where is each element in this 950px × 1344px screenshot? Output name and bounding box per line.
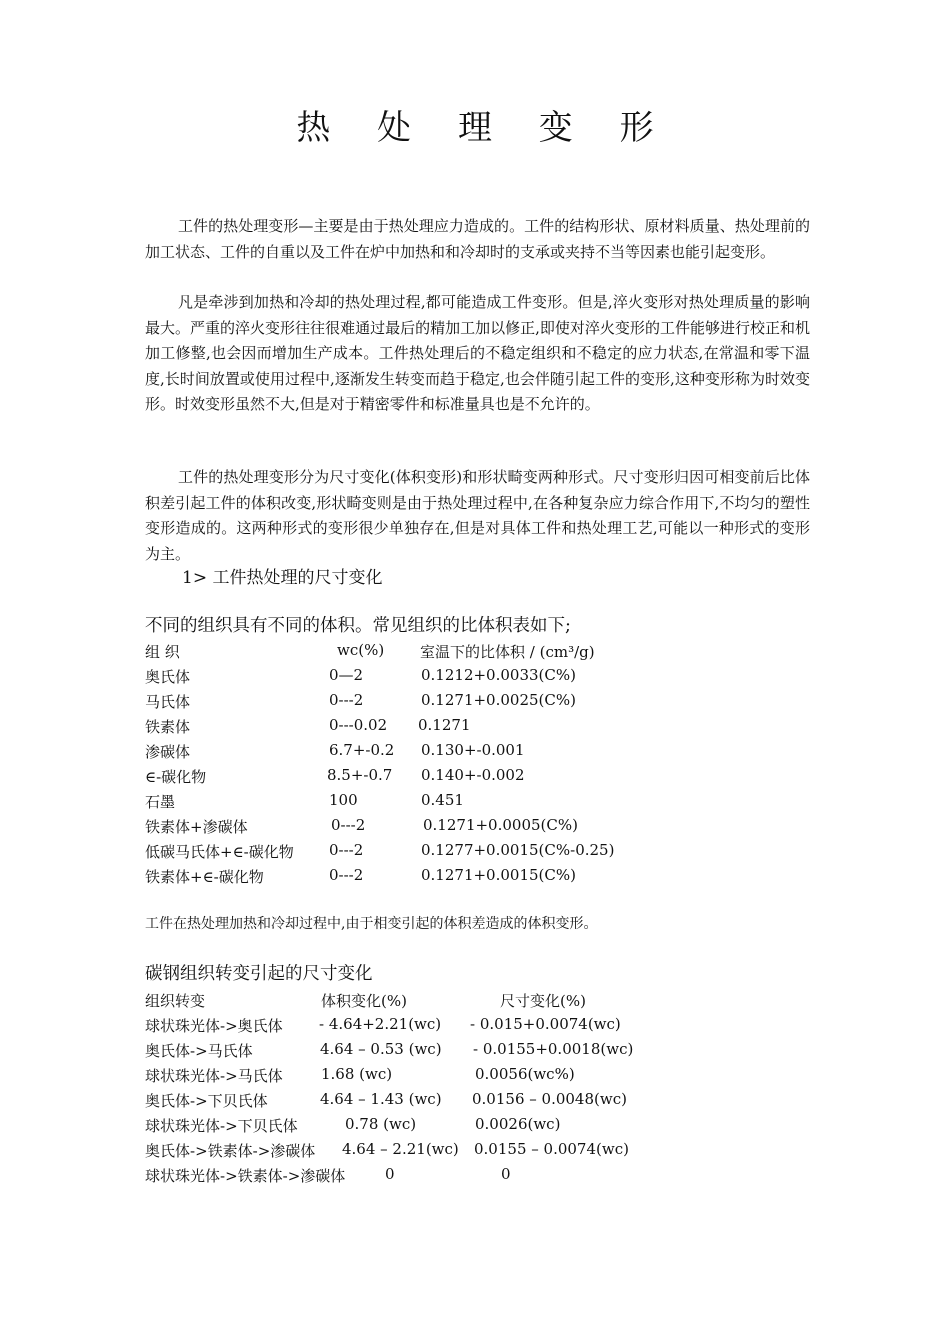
table2-cell: 0.0056(wc%) bbox=[475, 1065, 575, 1083]
table2-cell: 0.78 (wc) bbox=[345, 1115, 417, 1133]
table1-cell: 石墨 bbox=[145, 793, 176, 811]
table1-cell: 马氏体 bbox=[145, 693, 191, 711]
table2-cell: 0 bbox=[385, 1165, 395, 1183]
table-row bbox=[145, 791, 845, 816]
table-row bbox=[145, 691, 845, 716]
table1-cell: 铁素体+∈-碳化物 bbox=[145, 868, 264, 886]
table1-cell: 低碳马氏体+∈-碳化物 bbox=[145, 843, 294, 861]
table2-cell: - 4.64+2.21(wc) bbox=[319, 1015, 442, 1033]
table1-header-col2: wc(%) bbox=[337, 641, 385, 659]
table-row bbox=[145, 666, 845, 691]
table1-cell: 6.7+-0.2 bbox=[329, 741, 395, 759]
paragraph-3: 工件的热处理变形分为尺寸变化(体积变形)和形状畸变两种形式。尺寸变形归因可相变前后比体积差引起工件的体积改变,形状畸变则是由于热处理过程中,在各种复杂应力综合作用下,不均匀的塑性变形造成的。这两种形式的变形很少单独存在,但是对具体工件和热处理工艺,可能以一种形式的变形为主。 bbox=[145, 468, 810, 563]
table2-cell: 奥氏体->铁素体->渗碳体 bbox=[145, 1142, 316, 1160]
table1-cell: 铁素体 bbox=[145, 718, 191, 736]
table1-header-col1: 组 织 bbox=[145, 643, 180, 661]
table-row bbox=[145, 716, 845, 741]
table1-cell: 0.130+-0.001 bbox=[421, 741, 525, 759]
table1-cell: ∈-碳化物 bbox=[145, 768, 207, 786]
table2-cell: 球状珠光体->下贝氏体 bbox=[145, 1117, 298, 1135]
table-row bbox=[145, 741, 845, 766]
table-row bbox=[145, 1090, 845, 1115]
table-row bbox=[145, 1015, 845, 1040]
paragraph-2: 凡是牵涉到加热和冷却的热处理过程,都可能造成工件变形。但是,淬火变形对热处理质量的影响最大。严重的淬火变形往往很难通过最后的精加工加以修正,即使对淬火变形的工件能够进行校正和机加工修整,也会因而增加生产成本。工件热处理后的不稳定组织和不稳定的应力状态,在常温和零下温度,长时间放置或使用过程中,逐渐发生转变而趋于稳定,也会伴随引起工件的变形,这种变形称为时效变形。时效变形虽然不大,但是对于精密零件和标准量具也是不允许的。 bbox=[145, 293, 810, 414]
table1-title: 不同的组织具有不同的体积。常见组织的比体积表如下; bbox=[145, 616, 571, 636]
table2-cell: 0 bbox=[501, 1165, 511, 1183]
table2-cell: 0.0155 – 0.0074(wc) bbox=[474, 1140, 629, 1158]
table1-header-col3: 室温下的比体积 / (cm³/g) bbox=[420, 643, 595, 661]
table1-cell: 0---2 bbox=[329, 691, 364, 709]
table2-cell: - 0.0155+0.0018(wc) bbox=[473, 1040, 634, 1058]
table-row bbox=[145, 841, 845, 866]
table1-cell: 0---2 bbox=[331, 816, 366, 834]
table2-cell: 4.64 – 2.21(wc) bbox=[342, 1140, 459, 1158]
table1-cell: 100 bbox=[329, 791, 358, 809]
page-title: 热 处 理 变 形 bbox=[296, 108, 672, 148]
table2-cell: 球状珠光体->马氏体 bbox=[145, 1067, 283, 1085]
table1-cell: 0.1271+0.0005(C%) bbox=[423, 816, 578, 834]
table2-title: 碳钢组织转变引起的尺寸变化 bbox=[145, 964, 373, 984]
table1-cell: 8.5+-0.7 bbox=[327, 766, 393, 784]
table-row bbox=[145, 816, 845, 841]
table1-cell: 0—2 bbox=[329, 666, 364, 684]
table1-cell: 0.140+-0.002 bbox=[421, 766, 525, 784]
note-text: 工件在热处理加热和冷却过程中,由于相变引起的体积差造成的体积变形。 bbox=[145, 916, 598, 932]
table-row bbox=[145, 1140, 845, 1165]
table1-cell: 0.1271+0.0015(C%) bbox=[421, 866, 576, 884]
table-row bbox=[145, 766, 845, 791]
table-row bbox=[145, 1040, 845, 1065]
table1-cell: 0---0.02 bbox=[329, 716, 388, 734]
paragraph-1: 工件的热处理变形—主要是由于热处理应力造成的。工件的结构形状、原材料质量、热处理前的加工状态、工件的自重以及工件在炉中加热和和冷却时的支承或夹持不当等因素也能引起变形。 bbox=[145, 217, 810, 261]
table2-cell: - 0.015+0.0074(wc) bbox=[470, 1015, 621, 1033]
table-row bbox=[145, 1165, 845, 1190]
table1-cell: 0.1271+0.0025(C%) bbox=[421, 691, 576, 709]
table2-cell: 0.0026(wc) bbox=[475, 1115, 561, 1133]
table1-cell: 奥氏体 bbox=[145, 668, 191, 686]
table2-cell: 奥氏体->下贝氏体 bbox=[145, 1092, 268, 1110]
table2-header-col2: 体积变化(%) bbox=[321, 992, 407, 1010]
table1-cell: 0---2 bbox=[329, 866, 364, 884]
table-row bbox=[145, 866, 845, 891]
table1-cell: 0.451 bbox=[421, 791, 464, 809]
table1-cell: 渗碳体 bbox=[145, 743, 191, 761]
table2-cell: 球状珠光体->铁素体->渗碳体 bbox=[145, 1167, 346, 1185]
table2-cell: 0.0156 – 0.0048(wc) bbox=[472, 1090, 627, 1108]
table2-cell: 4.64 – 1.43 (wc) bbox=[320, 1090, 442, 1108]
table2-cell: 奥氏体->马氏体 bbox=[145, 1042, 253, 1060]
table1-cell: 0.1212+0.0033(C%) bbox=[421, 666, 576, 684]
table1-cell: 0---2 bbox=[329, 841, 364, 859]
table2-cell: 1.68 (wc) bbox=[321, 1065, 393, 1083]
table1-cell: 0.1271 bbox=[418, 716, 471, 734]
section-heading: 1> 工件热处理的尺寸变化 bbox=[182, 568, 383, 588]
table2-cell: 球状珠光体->奥氏体 bbox=[145, 1017, 283, 1035]
table1-header bbox=[145, 641, 845, 666]
table2-header-col3: 尺寸变化(%) bbox=[500, 992, 586, 1010]
table-row bbox=[145, 1115, 845, 1140]
table1-cell: 0.1277+0.0015(C%-0.25) bbox=[421, 841, 615, 859]
table2-cell: 4.64 – 0.53 (wc) bbox=[320, 1040, 442, 1058]
table1-cell: 铁素体+渗碳体 bbox=[145, 818, 248, 836]
table2-header bbox=[145, 990, 845, 1015]
table-row bbox=[145, 1065, 845, 1090]
table2-header-col1: 组织转变 bbox=[145, 992, 206, 1010]
